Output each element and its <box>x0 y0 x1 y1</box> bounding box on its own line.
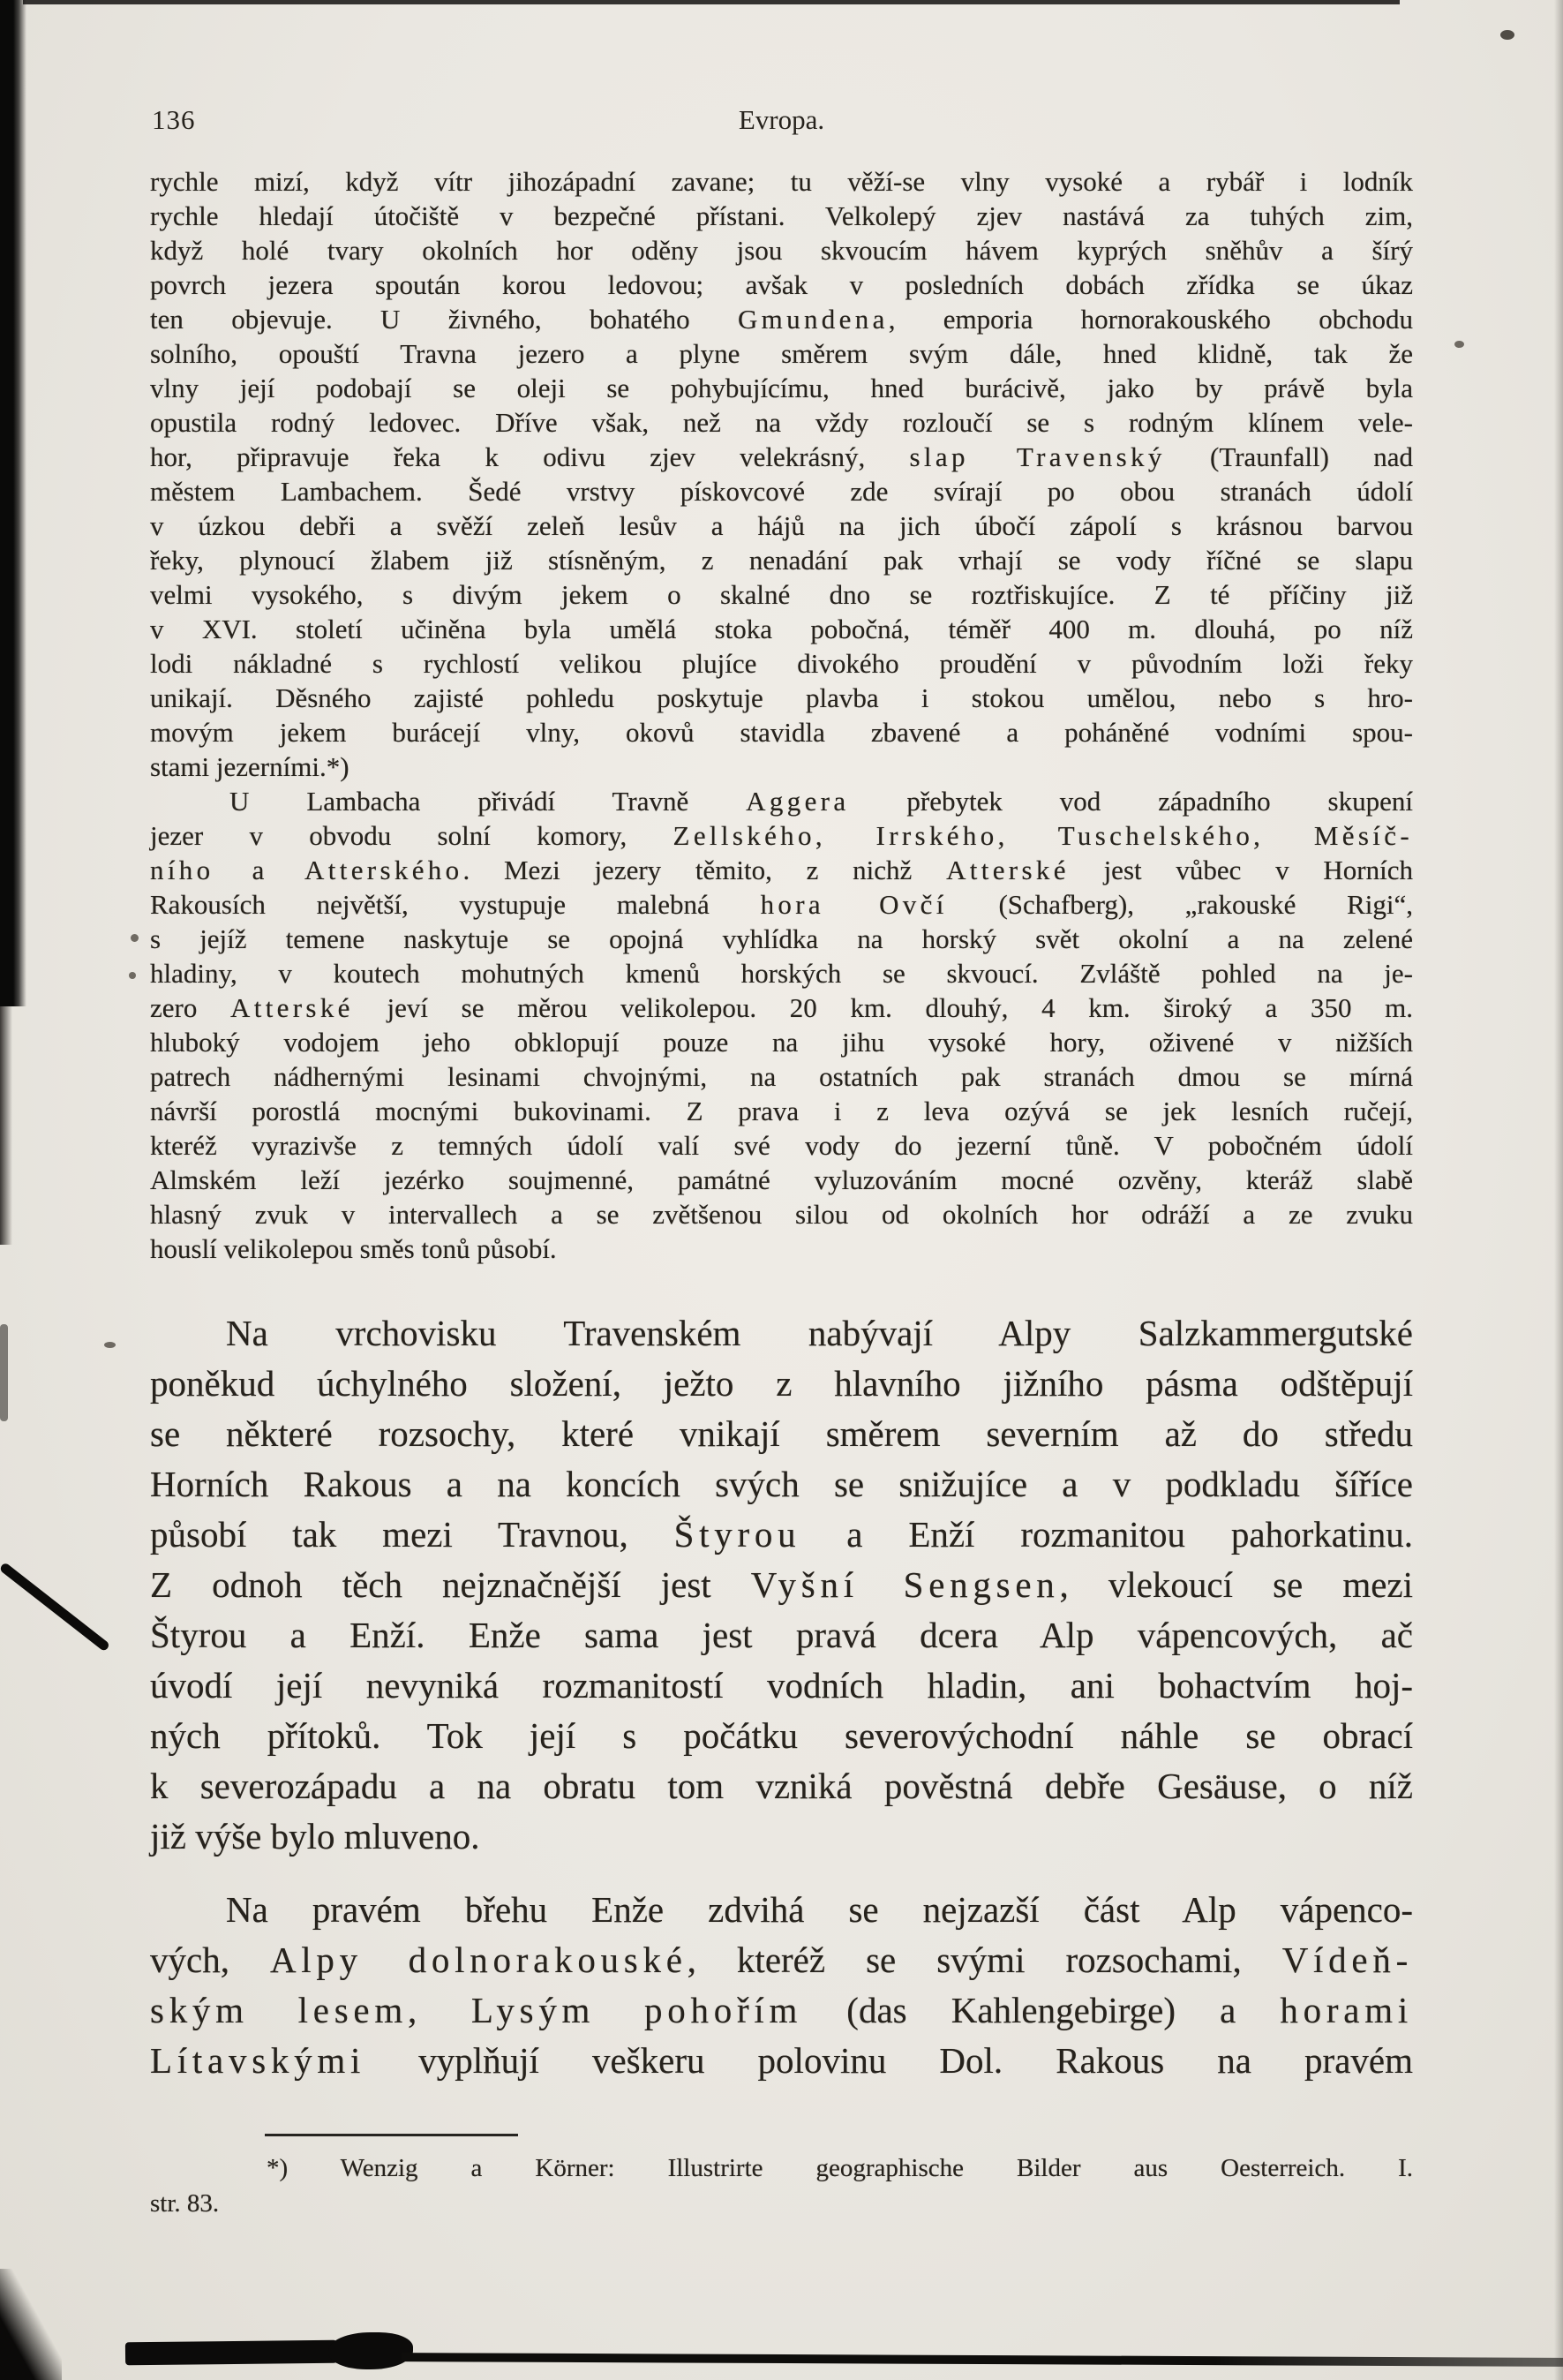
emphasized-text: ským lesem, Lysým pohořím <box>150 1990 803 2030</box>
text-segment: solního, opouští Travna jezero a plyne směrem svým dále, hned klidně, tak že <box>150 338 1413 369</box>
text-segment: rychle mizí, když vítr jihozápadní zavane; tu věží-se vlny vysoké a rybář i lodník <box>150 166 1413 197</box>
text-line <box>150 1510 1413 1560</box>
text-segment: k severozápadu a na obratu tom vzniká pověstná debře Gesäuse, o níž <box>150 1766 1413 1806</box>
text-line <box>150 749 1413 784</box>
emphasized-text: slap Travenský <box>909 441 1166 472</box>
scan-edge-right-shadow <box>1554 0 1563 2380</box>
text-line <box>150 1025 1413 1059</box>
text-segment: vyplňují veškeru polovinu Dol. Rakous na pravém <box>365 2040 1413 2081</box>
text-line <box>150 1359 1413 1409</box>
page-content <box>150 0 1413 2221</box>
text-line <box>150 1163 1413 1197</box>
text-segment: kteréž vyrazivše z temných údolí valí své vody do jezerní tůně. V pobočném údolí <box>150 1130 1413 1161</box>
text-segment: hor, připravuje řeka k odivu zjev velekrásný, <box>150 441 910 472</box>
paragraph <box>150 164 1413 784</box>
emphasized-text: Gmundena <box>737 304 889 335</box>
ink-speck <box>1454 341 1464 348</box>
text-block <box>150 164 1413 2086</box>
text-segment: městem Lambachem. Šedé vrstvy pískovcové zde svírají po obou stranách údolí <box>150 476 1413 507</box>
text-line <box>150 508 1413 543</box>
text-segment: rychle hledají útočiště v bezpečné přístani. Velkolepý zjev nastává za tuhých zim, <box>150 200 1413 231</box>
ink-speck <box>104 1342 116 1348</box>
text-segment: lodi nákladné s rychlostí velikou plujíce divokého proudění v původním loži řeky <box>150 648 1413 679</box>
footnote-text <box>150 2150 1413 2221</box>
text-segment: v úzkou debři a svěží zeleň lesův a hájů na jich úbočí zápolí s krásnou barvou <box>150 510 1413 541</box>
text-segment: Štyrou a Enží. Enže sama jest pravá dcera Alp vápencových, ač <box>150 1615 1413 1655</box>
text-segment: řeky, plynoucí žlabem již stísněným, z nenadání pak vrhají se vody říčné se slapu <box>150 545 1413 576</box>
text-segment: návrší porostlá mocnými bukovinami. Z prava i z leva ozývá se jek lesních ručejí, <box>150 1096 1413 1126</box>
paragraph <box>150 784 1413 1266</box>
text-segment: poněkud úchylného složení, ježto z hlavního jižního pásma odštěpují <box>150 1363 1413 1404</box>
scan-mark-diagonal <box>0 1562 110 1652</box>
paragraph <box>150 1308 1413 1862</box>
text-line <box>150 2150 1413 2186</box>
text-line <box>150 922 1413 956</box>
text-line <box>150 2036 1413 2086</box>
emphasized-text: hora Ovčí <box>760 889 948 920</box>
ink-speck <box>131 934 139 942</box>
text-segment: již výše bylo mluveno. <box>150 1816 480 1857</box>
text-line <box>150 302 1413 336</box>
text-line <box>150 1761 1413 1811</box>
text-line <box>150 405 1413 440</box>
text-segment: vlny její podobají se oleji se pohybujícímu, hned burácivě, jako by právě byla <box>150 373 1413 403</box>
text-line <box>150 1711 1413 1761</box>
text-line <box>150 612 1413 646</box>
text-line <box>150 1560 1413 1610</box>
emphasized-text: Atterské <box>946 855 1070 885</box>
emphasized-text: Vyšní Sengsen <box>750 1564 1060 1605</box>
text-segment: povrch jezera spoután korou ledovou; avšak v posledních dobách zřídka se úkaz <box>150 269 1413 300</box>
footnote <box>150 2134 1413 2221</box>
text-segment: zero <box>150 992 231 1023</box>
text-line <box>150 1128 1413 1163</box>
text-segment: vých, <box>150 1939 270 1980</box>
text-line <box>150 853 1413 887</box>
text-segment: působí tak mezi Travnou, <box>150 1514 674 1555</box>
paragraph <box>150 1885 1413 2086</box>
text-segment: stami jezerními.*) <box>150 751 349 782</box>
scan-corner-artifact <box>0 2269 62 2380</box>
text-line <box>150 1459 1413 1510</box>
text-segment: v XVI. století učiněna byla umělá stoka pobočná, téměř 400 m. dlouhá, po níž <box>150 614 1413 644</box>
text-line <box>150 1231 1413 1266</box>
text-line <box>150 681 1413 715</box>
text-line <box>150 1059 1413 1094</box>
text-segment: jeví se měrou velikolepou. 20 km. dlouhý, 4 km. široký a 350 m. <box>353 992 1413 1023</box>
text-segment: úvodí její nevyniká rozmanitostí vodních hladin, ani bohactvím hoj- <box>150 1665 1413 1706</box>
text-segment: ných přítoků. Tok její s počátku severovýchodní náhle se obrací <box>150 1715 1413 1756</box>
text-line <box>150 164 1413 199</box>
text-line <box>150 371 1413 405</box>
text-line <box>150 1094 1413 1128</box>
emphasized-text: Zellského, Irrského, Tuschelského, Měsíč- <box>673 820 1413 851</box>
text-line <box>150 887 1413 922</box>
scan-mark-bottom <box>125 2340 337 2366</box>
text-line <box>150 440 1413 474</box>
text-segment: jest vůbec v Horních <box>1069 855 1413 885</box>
text-segment: jezer v obvodu solní komory, <box>150 820 673 851</box>
text-segment: velmi vysokého, s divým jekem o skalné dno se roztřiskujíce. Z té příčiny již <box>150 579 1413 610</box>
emphasized-text: Lítavskými <box>150 2040 366 2081</box>
ink-speck <box>1500 30 1514 40</box>
emphasized-text: ního a Atterského <box>150 855 463 885</box>
text-segment: když holé tvary okolních hor oděny jsou skvoucím hávem kyprých sněhův a šírý <box>150 235 1413 266</box>
text-segment: , vlekoucí se mezi <box>1059 1564 1413 1605</box>
text-segment: hluboký vodojem jeho obklopují pouze na jihu vysoké hory, oživené v nižších <box>150 1027 1413 1058</box>
text-line <box>150 474 1413 508</box>
text-segment: . Mezi jezery těmito, z nichž <box>462 855 947 885</box>
scan-mark-bottom <box>402 2353 1563 2367</box>
text-line <box>150 577 1413 612</box>
text-segment: houslí velikolepou směs tonů působí. <box>150 1233 557 1264</box>
text-segment: se některé rozsochy, které vnikají směrem severním až do středu <box>150 1413 1413 1454</box>
text-segment: a Enží rozmanitou pahorkatinu. <box>800 1514 1414 1555</box>
text-segment: (Traunfall) nad <box>1165 441 1413 472</box>
text-segment: (Schafberg), „rakouské Rigi“, <box>947 889 1413 920</box>
scan-mark-bottom <box>328 2332 413 2369</box>
page-number: 136 <box>152 104 196 135</box>
running-title: Evropa. <box>738 104 825 135</box>
text-segment: *) Wenzig a Körner: Illustrirte geographische Bilder aus Oesterreich. I. <box>267 2154 1413 2182</box>
text-line <box>150 784 1413 818</box>
text-line <box>150 715 1413 749</box>
text-line <box>150 1610 1413 1661</box>
text-segment: , kteréž se svými rozsochami, <box>687 1939 1282 1980</box>
text-segment: (das Kahlengebirge) a <box>802 1990 1281 2030</box>
text-line <box>150 2186 1413 2221</box>
emphasized-text: Aggera <box>746 786 850 817</box>
text-segment: opustila rodný ledovec. Dříve však, než na vždy rozloučí se s rodným klínem vele- <box>150 407 1413 438</box>
text-line <box>150 990 1413 1025</box>
emphasized-text: Alpy dolnorakouské <box>269 1939 688 1980</box>
emphasized-text: horami <box>1280 1990 1413 2030</box>
text-line <box>150 1935 1413 1985</box>
text-segment: U Lambacha přivádí Travně <box>229 786 747 817</box>
scan-edge-left-artifact <box>0 1006 12 1245</box>
text-segment: , emporia hornorakouského obchodu <box>888 304 1413 335</box>
text-line <box>150 646 1413 681</box>
text-segment: Rakousích největší, vystupuje malebná <box>150 889 761 920</box>
text-segment: Z odnoh těch nejznačnější jest <box>150 1564 751 1605</box>
text-segment: str. 83. <box>150 2189 220 2218</box>
emphasized-text: Atterské <box>230 992 354 1023</box>
text-line <box>150 1811 1413 1862</box>
text-segment: hladiny, v koutech mohutných kmenů horských se skvoucí. Zvláště pohled na je- <box>150 958 1413 989</box>
text-segment: hlasný zvuk v intervallech a se zvětšenou silou od okolních hor odráží a ze zvuku <box>150 1199 1413 1230</box>
text-line <box>150 336 1413 371</box>
text-segment: Na pravém břehu Enže zdvihá se nejzazší část Alp vápenco- <box>226 1889 1413 1930</box>
text-line <box>150 233 1413 267</box>
emphasized-text: Štyrou <box>673 1514 801 1555</box>
text-segment: patrech nádhernými lesinami chvojnými, na ostatních pak stranách dmou se mírná <box>150 1061 1413 1092</box>
text-line <box>150 1885 1413 1935</box>
scan-edge-left-artifact <box>0 1324 8 1421</box>
text-segment: ten objevuje. U živného, bohatého <box>150 304 738 335</box>
page-header <box>150 104 1413 143</box>
text-line <box>150 956 1413 990</box>
emphasized-text: Vídeň- <box>1281 1939 1413 1980</box>
text-segment: s jejíž temene naskytuje se opojná vyhlídka na horský svět okolní a na zelené <box>150 923 1413 954</box>
text-line <box>150 1308 1413 1359</box>
footnote-rule <box>265 2134 518 2136</box>
text-segment: movým jekem burácejí vlny, okovů stavidla zbavené a poháněné vodními spou- <box>150 717 1413 748</box>
text-line <box>150 1409 1413 1459</box>
scan-edge-left-artifact <box>0 0 26 1006</box>
text-segment: Na vrchovisku Travenském nabývají Alpy Salzkammergutské <box>226 1313 1413 1353</box>
text-line <box>150 1197 1413 1231</box>
text-line <box>150 818 1413 853</box>
text-line <box>150 543 1413 577</box>
text-segment: Horních Rakous a na koncích svých se snižujíce a v podkladu šíříce <box>150 1464 1413 1504</box>
text-line <box>150 267 1413 302</box>
ink-speck <box>129 972 136 979</box>
text-segment: přebytek vod západního skupení <box>849 786 1413 817</box>
text-segment: Almském leží jezérko soujmenné, památné vyluzováním mocné ozvěny, kteráž slabě <box>150 1164 1413 1195</box>
text-line <box>150 199 1413 233</box>
text-segment: unikají. Děsného zajisté pohledu poskytuje plavba i stokou umělou, nebo s hro- <box>150 682 1413 713</box>
text-line <box>150 1985 1413 2036</box>
text-line <box>150 1661 1413 1711</box>
